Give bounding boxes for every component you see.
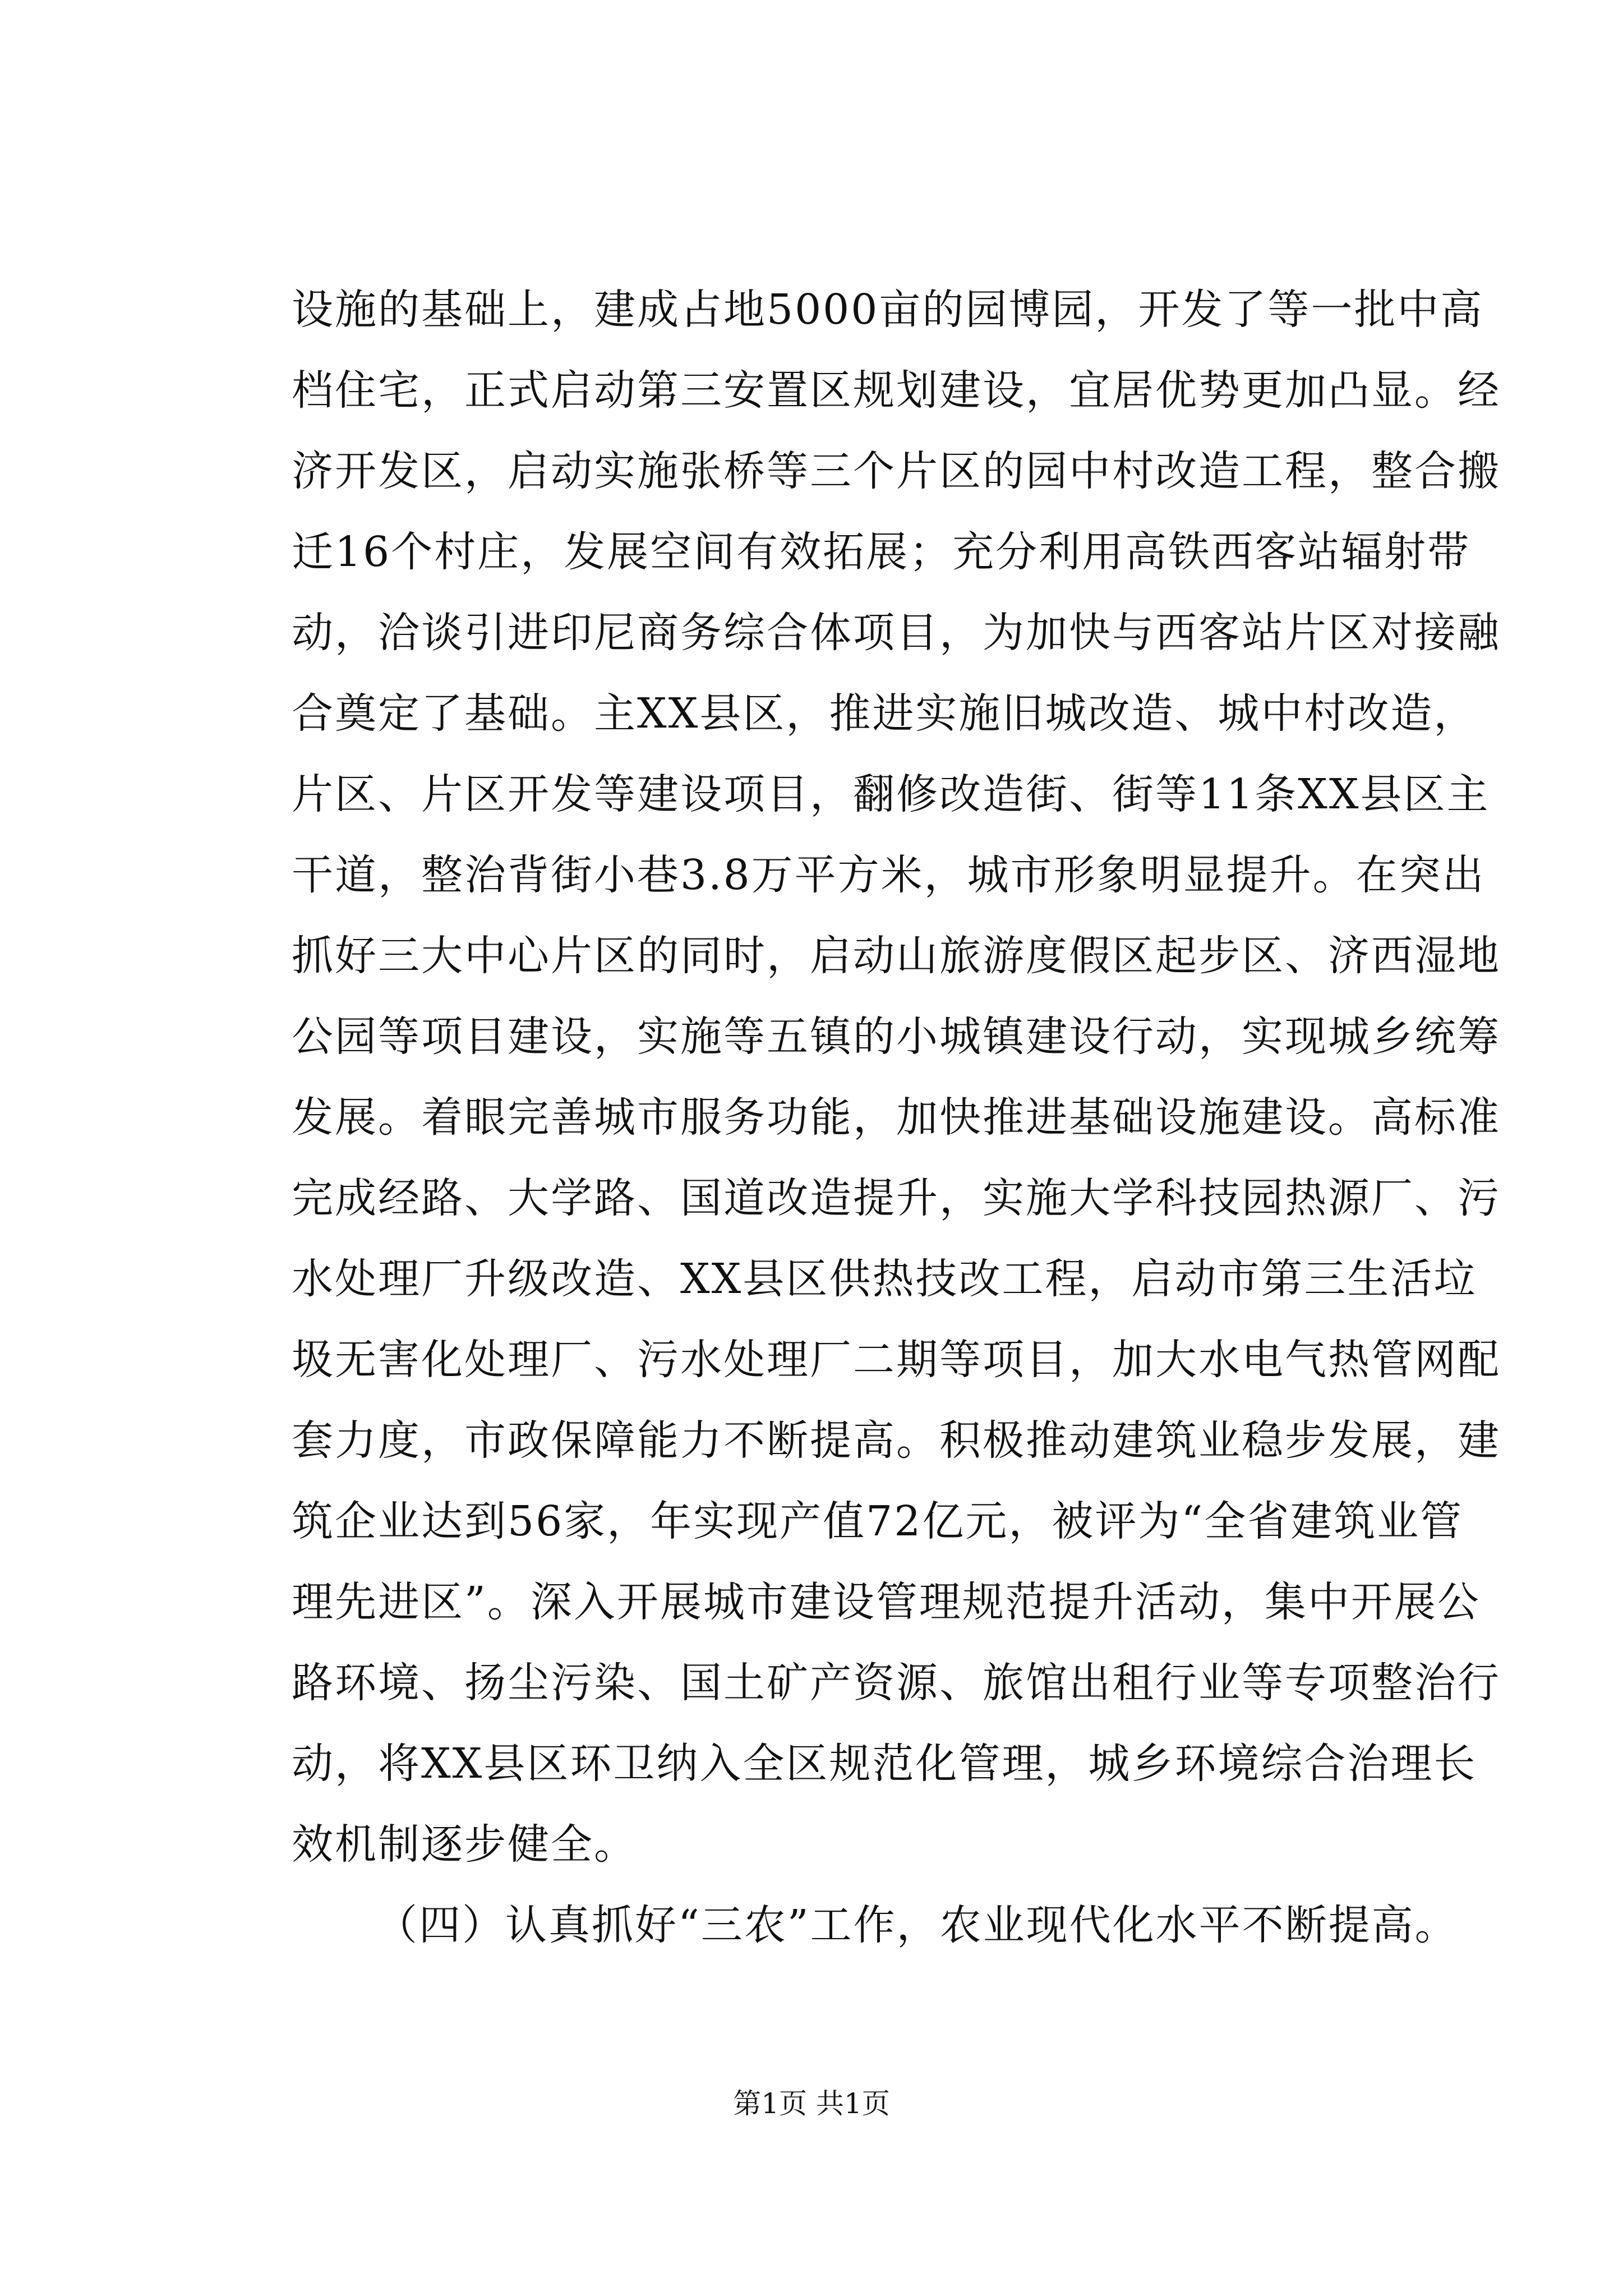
text-line: 路环境、扬尘污染、国土矿产资源、旅馆出租行业等专项整治行 [292,1659,1501,1707]
text-line: 抓好三大中心片区的同时，启动山旅游度假区起步区、济西湿地 [292,932,1501,980]
text-line-paragraph-end: 效机制逐步健全。 [292,1820,637,1869]
text-line: 圾无害化处理厂、污水处理厂二期等项目，加大水电气热管网配 [292,1336,1501,1384]
text-line: 发展。着眼完善城市服务功能，加快推进基础设施建设。高标准 [292,1093,1501,1142]
text-line: 水处理厂升级改造、XX县区供热技改工程，启动市第三生活垃 [292,1255,1477,1303]
text-line: 干道，整治背街小巷3.8万平方米，城市形象明显提升。在突出 [292,851,1486,899]
page-footer [0,2084,1623,2123]
text-line: 公园等项目建设，实施等五镇的小城镇建设行动，实现城乡统筹 [292,1013,1501,1061]
text-line: 设施的基础上，建成占地5000亩的园博园，开发了等一批中高 [292,286,1484,334]
text-line: 济开发区，启动实施张桥等三个片区的园中村改造工程，整合搬 [292,447,1501,495]
text-line: 筑企业达到56家，年实现产值72亿元，被评为“全省建筑业管 [292,1497,1464,1545]
text-line: 动，洽谈引进印尼商务综合体项目，为加快与西客站片区对接融 [292,609,1501,657]
text-line: 片区、片区开发等建设项目，翻修改造街、街等11条XX县区主 [292,770,1490,818]
text-line: 档住宅，正式启动第三安置区规划建设，宜居优势更加凸显。经 [292,366,1501,415]
text-line: 合奠定了基础。主XX县区，推进实施旧城改造、城中村改造， [292,689,1477,738]
text-line: 迁16个村庄，发展空间有效拓展；充分利用高铁西客站辐射带 [292,528,1471,576]
document-body [292,269,1501,1966]
section-heading: （四）认真抓好“三农”工作，农业现代化水平不断提高。 [376,1901,1458,1949]
text-line: 理先进区”。深入开展城市建设管理规范提升活动，集中开展公 [292,1578,1481,1626]
page-number-label: 第1页 共1页 [733,2087,890,2120]
text-line: 完成经路、大学路、国道改造提升，实施大学科技园热源厂、污 [292,1174,1501,1222]
text-line: 套力度，市政保障能力不断提高。积极推动建筑业稳步发展，建 [292,1416,1501,1465]
text-line: 动，将XX县区环卫纳入全区规范化管理，城乡环境综合治理长 [292,1740,1477,1788]
